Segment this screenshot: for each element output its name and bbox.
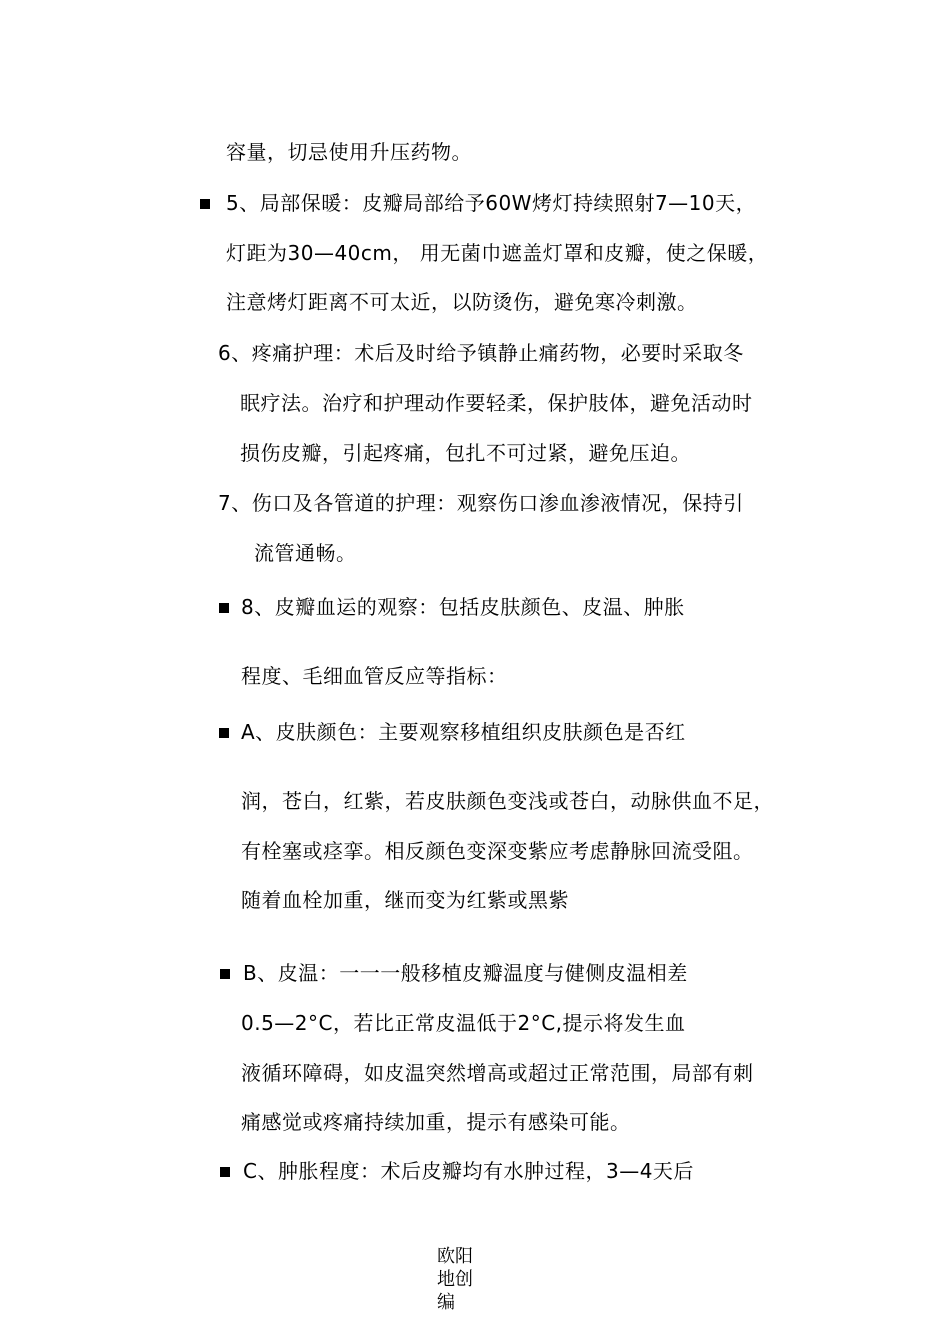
text-line: 容量，切忌使用升压药物。	[226, 140, 472, 164]
text-line: 流管通畅。	[254, 541, 357, 565]
text-line: 灯距为30—40cm， 用无菌巾遮盖灯罩和皮瓣，使之保暖，	[226, 241, 769, 265]
text-line: 6、疼痛护理：术后及时给予镇静止痛药物，必要时采取冬	[218, 341, 744, 365]
bullet-marker	[200, 199, 210, 209]
text-line: 损伤皮瓣，引起疼痛，包扎不可过紧，避免压迫。	[240, 441, 691, 465]
text-line: 8、皮瓣血运的观察：包括皮肤颜色、皮温、肿胀	[241, 595, 685, 619]
bullet-marker	[220, 1167, 230, 1177]
text-line: 液循环障碍，如皮温突然增高或超过正常范围，局部有刺	[241, 1061, 754, 1085]
page-footer: 欧阳地创编	[437, 1246, 473, 1313]
bullet-marker	[220, 969, 230, 979]
text-line: 眠疗法。治疗和护理动作要轻柔，保护肢体，避免活动时	[240, 391, 753, 415]
text-line: 7、伤口及各管道的护理：观察伤口渗血渗液情况，保持引	[218, 491, 744, 515]
bullet-marker	[219, 728, 229, 738]
text-line: 0.5—2°C，若比正常皮温低于2°C,提示将发生血	[241, 1011, 686, 1035]
text-line: 痛感觉或疼痛持续加重，提示有感染可能。	[241, 1110, 631, 1134]
text-line: 程度、毛细血管反应等指标：	[241, 664, 508, 688]
text-line: C、肿胀程度：术后皮瓣均有水肿过程，3—4天后	[243, 1159, 694, 1183]
text-line: 随着血栓加重，继而变为红紫或黑紫	[241, 888, 569, 912]
text-line: 注意烤灯距离不可太近，以防烫伤，避免寒冷刺激。	[226, 290, 698, 314]
text-line: 5、局部保暖：皮瓣局部给予60W烤灯持续照射7—10天，	[226, 191, 757, 215]
text-line: 有栓塞或痉挛。相反颜色变深变紫应考虑静脉回流受阻。	[241, 839, 754, 863]
text-line: B、皮温：一一一般移植皮瓣温度与健侧皮温相差	[243, 961, 688, 985]
text-line: A、皮肤颜色：主要观察移植组织皮肤颜色是否红	[241, 720, 686, 744]
bullet-marker	[219, 603, 229, 613]
text-line: 润，苍白，红紫，若皮肤颜色变浅或苍白，动脉供血不足，	[241, 789, 774, 813]
